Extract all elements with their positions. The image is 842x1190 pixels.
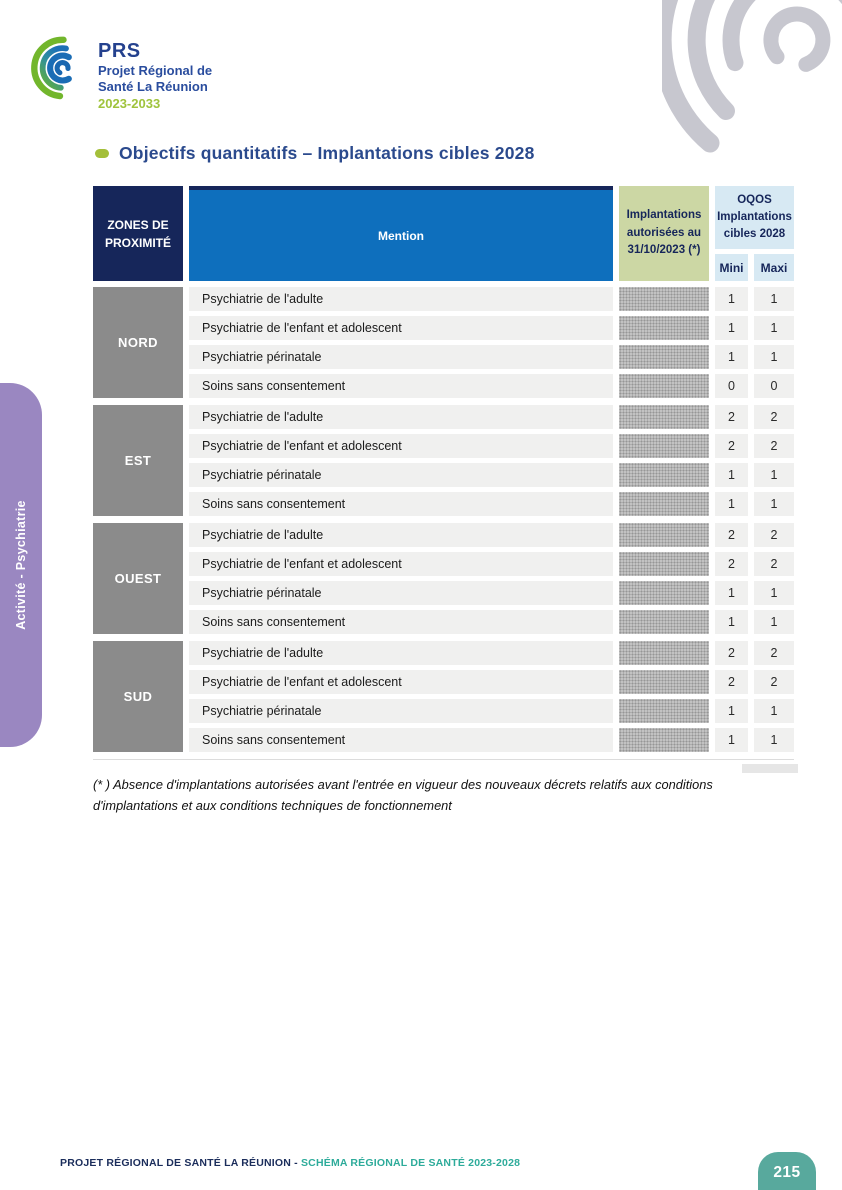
maxi-value-cell: 1	[754, 699, 794, 723]
logo-line2: Santé La Réunion	[98, 78, 208, 94]
table-zone-group	[93, 641, 794, 752]
green-bullet-icon	[95, 149, 109, 158]
zone-rows	[189, 641, 794, 752]
authorized-cell-redacted	[619, 316, 709, 340]
maxi-value-cell: 1	[754, 581, 794, 605]
mini-value-cell: 2	[715, 641, 748, 665]
mini-value-cell: 1	[715, 463, 748, 487]
footer-text	[60, 1157, 520, 1169]
prs-logo-text	[98, 30, 212, 111]
table-row	[189, 374, 794, 398]
footer-right-text: SCHÉMA RÉGIONAL DE SANTÉ 2023-2028	[300, 1157, 521, 1169]
section-title-row	[95, 143, 535, 164]
maxi-value-cell: 2	[754, 670, 794, 694]
authorized-cell-redacted	[619, 610, 709, 634]
table-row	[189, 610, 794, 634]
maxi-value-cell: 1	[754, 316, 794, 340]
table-row	[189, 434, 794, 458]
table-row	[189, 699, 794, 723]
mini-value-cell: 0	[715, 374, 748, 398]
authorized-cell-redacted	[619, 463, 709, 487]
maxi-value-cell: 2	[754, 641, 794, 665]
mention-cell: Psychiatrie de l'enfant et adolescent	[189, 552, 613, 576]
mention-cell: Psychiatrie de l'adulte	[189, 641, 613, 665]
mini-value-cell: 2	[715, 670, 748, 694]
maxi-value-cell: 1	[754, 463, 794, 487]
table-zone-group	[93, 287, 794, 398]
mini-value-cell: 2	[715, 552, 748, 576]
mention-cell: Soins sans consentement	[189, 492, 613, 516]
footer-left-text: PROJET RÉGIONAL DE SANTÉ LA RÉUNION -	[60, 1157, 301, 1169]
authorized-cell-redacted	[619, 287, 709, 311]
table-row	[189, 492, 794, 516]
mention-cell: Psychiatrie périnatale	[189, 699, 613, 723]
mention-cell: Soins sans consentement	[189, 374, 613, 398]
table-row	[189, 345, 794, 369]
mention-cell: Psychiatrie périnatale	[189, 463, 613, 487]
mention-cell: Psychiatrie de l'enfant et adolescent	[189, 670, 613, 694]
header-mention: Mention	[189, 186, 613, 281]
table-header	[93, 186, 794, 281]
authorized-cell-redacted	[619, 523, 709, 547]
table-zone-group	[93, 405, 794, 516]
page-title: Objectifs quantitatifs – Implantations cibles 2028	[119, 143, 535, 163]
header-implantations-autorisees: Implantations autorisées au 31/10/2023 (*)	[619, 186, 709, 281]
mini-value-cell: 1	[715, 581, 748, 605]
mini-value-cell: 1	[715, 728, 748, 752]
authorized-cell-redacted	[619, 405, 709, 429]
mini-value-cell: 1	[715, 287, 748, 311]
mini-value-cell: 2	[715, 523, 748, 547]
maxi-value-cell: 1	[754, 492, 794, 516]
mention-cell: Psychiatrie de l'enfant et adolescent	[189, 434, 613, 458]
authorized-cell-redacted	[619, 670, 709, 694]
mention-cell: Psychiatrie périnatale	[189, 581, 613, 605]
side-tab-label: Activité - Psychiatrie	[14, 500, 29, 630]
table-row	[189, 316, 794, 340]
maxi-value-cell: 1	[754, 287, 794, 311]
zone-cell: NORD	[93, 287, 183, 398]
maxi-value-cell: 1	[754, 728, 794, 752]
logo-years: 2023-2033	[98, 95, 161, 111]
authorized-cell-redacted	[619, 434, 709, 458]
maxi-value-cell: 2	[754, 552, 794, 576]
authorized-cell-redacted	[619, 374, 709, 398]
zone-cell: SUD	[93, 641, 183, 752]
page-number-badge	[758, 1152, 816, 1190]
footnote: (* ) Absence d'implantations autorisées avant l'entrée en vigueur des nouveaux décrets relatifs aux conditions d'implantations et aux conditions techniques de fonctionnement	[93, 777, 713, 814]
header-maxi: Maxi	[754, 254, 794, 281]
table-zone-group	[93, 523, 794, 634]
table-row	[189, 728, 794, 752]
mini-value-cell: 1	[715, 316, 748, 340]
table-row	[189, 463, 794, 487]
authorized-cell-redacted	[619, 641, 709, 665]
maxi-value-cell: 1	[754, 610, 794, 634]
table-bottom-rule	[93, 759, 794, 760]
authorized-cell-redacted	[619, 699, 709, 723]
side-tab-activite-psychiatrie	[0, 383, 42, 747]
table-row	[189, 523, 794, 547]
maxi-value-cell: 2	[754, 523, 794, 547]
maxi-value-cell: 2	[754, 434, 794, 458]
authorized-cell-redacted	[619, 345, 709, 369]
authorized-cell-redacted	[619, 728, 709, 752]
table-row	[189, 581, 794, 605]
header-oqos: OQOS Implantations cibles 2028	[715, 186, 794, 249]
mini-value-cell: 1	[715, 699, 748, 723]
maxi-value-cell: 1	[754, 345, 794, 369]
header-mini: Mini	[715, 254, 748, 281]
mention-cell: Soins sans consentement	[189, 610, 613, 634]
authorized-cell-redacted	[619, 552, 709, 576]
mention-cell: Soins sans consentement	[189, 728, 613, 752]
authorized-cell-redacted	[619, 581, 709, 605]
logo-line1: Projet Régional de	[98, 63, 213, 78]
maxi-value-cell: 2	[754, 405, 794, 429]
table-row	[189, 287, 794, 311]
table-row	[189, 552, 794, 576]
mini-value-cell: 1	[715, 610, 748, 634]
mention-cell: Psychiatrie de l'adulte	[189, 287, 613, 311]
page-number: 215	[773, 1164, 801, 1181]
maxi-value-cell: 0	[754, 374, 794, 398]
mini-value-cell: 2	[715, 405, 748, 429]
arc-swirl-icon	[28, 30, 92, 106]
table-row	[189, 670, 794, 694]
header-oqos-column	[715, 186, 794, 281]
arc-swirl-gray-icon	[662, 0, 842, 180]
table-bottom-stub	[742, 764, 798, 773]
header-zones-de-proximite: ZONES DE PROXIMITÉ	[93, 186, 183, 281]
prs-logo	[28, 30, 212, 111]
zone-rows	[189, 405, 794, 516]
header-mini-maxi-row	[715, 254, 794, 281]
mention-cell: Psychiatrie de l'adulte	[189, 405, 613, 429]
implantations-table	[93, 186, 794, 760]
zone-rows	[189, 523, 794, 634]
table-body	[93, 287, 794, 752]
mini-value-cell: 2	[715, 434, 748, 458]
zone-cell: OUEST	[93, 523, 183, 634]
zone-cell: EST	[93, 405, 183, 516]
table-row	[189, 641, 794, 665]
logo-acronym: PRS	[98, 40, 141, 62]
table-row	[189, 405, 794, 429]
mini-value-cell: 1	[715, 345, 748, 369]
mention-cell: Psychiatrie périnatale	[189, 345, 613, 369]
mini-value-cell: 1	[715, 492, 748, 516]
zone-rows	[189, 287, 794, 398]
mention-cell: Psychiatrie de l'adulte	[189, 523, 613, 547]
authorized-cell-redacted	[619, 492, 709, 516]
mention-cell: Psychiatrie de l'enfant et adolescent	[189, 316, 613, 340]
